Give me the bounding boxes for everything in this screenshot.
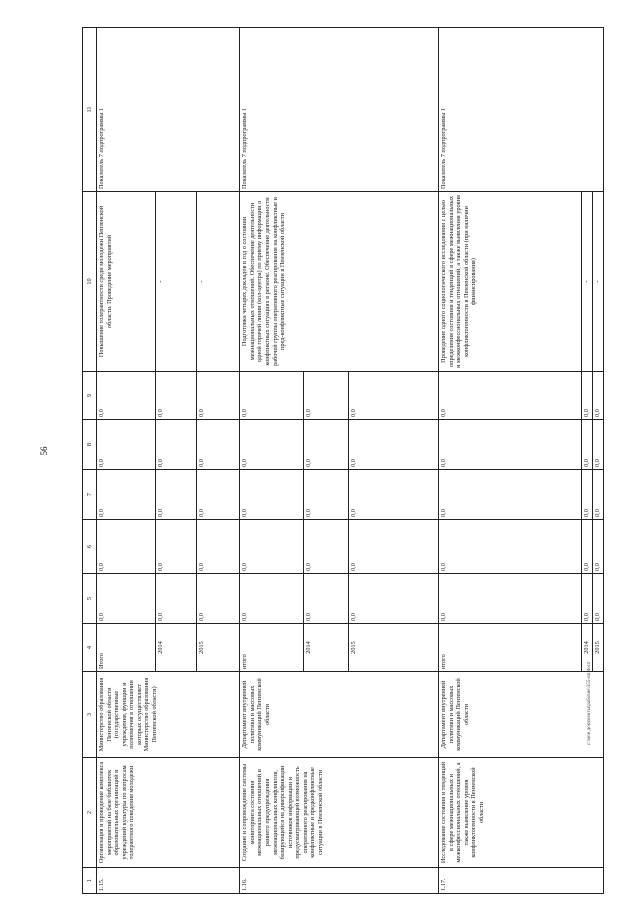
- value-cell: 0,0: [593, 574, 604, 624]
- value-cell: 0,0: [97, 574, 156, 624]
- executor: Департамент внутренней политики и массовых коммуникаций Пензенской области: [240, 672, 439, 758]
- table-row: [438, 28, 581, 894]
- executor: Департамент внутренней политики и массовых коммуникаций Пензенской области: [438, 672, 603, 758]
- total-label: итого: [240, 624, 303, 672]
- total-label: итого: [438, 624, 581, 672]
- indicator: Показатель 7 подпрограммы 1: [97, 28, 240, 192]
- value-cell: 0,0: [303, 470, 348, 520]
- value-cell: 0,0: [197, 470, 240, 520]
- row-number: 1.16.: [240, 868, 439, 894]
- col-header-3: 3: [83, 672, 97, 758]
- year-cell: 2014: [303, 624, 348, 672]
- value-cell: 0,0: [348, 470, 438, 520]
- value-cell: 0,0: [303, 574, 348, 624]
- value-cell: 0,0: [197, 574, 240, 624]
- col-header-2: 2: [83, 758, 97, 868]
- value-cell: 0,0: [593, 470, 604, 520]
- activity-name: Организация и проведение комплекса мероприятий на базе библиотек образовательных организаций и учреждений культуры по вопросам толерантного поведения молодежи: [97, 758, 240, 868]
- value-cell: 0,0: [438, 470, 581, 520]
- value-cell: 0,0: [240, 420, 303, 470]
- value-cell: 0,0: [240, 574, 303, 624]
- value-cell: 0,0: [593, 520, 604, 574]
- value-cell: 0,0: [348, 420, 438, 470]
- value-cell: 0,0: [156, 520, 197, 574]
- col-header-11: 11: [83, 28, 97, 192]
- expected-result: Повышение толерантности среди молодежи Пензенской области. Проведение мероприятий: [97, 192, 156, 372]
- row-number: 1.15.: [97, 868, 240, 894]
- value-cell: 0,0: [348, 520, 438, 574]
- activity-name: Исследование состояния и тенденций в сфере межнациональных и межконфессиональных отношений, а также выявление уровня конфликтогенности в Пензенской области: [438, 758, 603, 868]
- expected-result: Подготовка четырех докладов в год о состоянии межнациональных отношений. Обеспечение деятельности одной горячей линии (кол-центра) по приему информации о конфликтных ситуациях в регионе. Обеспечение деятельности рабочей группы оперативного реагирования на конфликтные и пред-конфликтные ситуации в Пензенской области: [240, 192, 439, 372]
- expected-result: -: [593, 192, 604, 372]
- value-cell: 0,0: [303, 372, 348, 420]
- activity-name: Создание и сопровождение системы мониторинга состояния межнациональных отношений и раннего предупреждения межнациональных конфликтов, базирующейся на диверсификации источников информации и предусматривающей возможность оперативного реагирования на конфликтные и предконфликтные ситуации в Пензенской области: [240, 758, 439, 868]
- expected-result: -: [156, 192, 197, 372]
- value-cell: 0,0: [197, 420, 240, 470]
- program-activities-table: [82, 27, 604, 894]
- value-cell: 0,0: [240, 520, 303, 574]
- expected-result: -: [582, 192, 593, 372]
- col-header-1: 1: [83, 868, 97, 894]
- value-cell: 0,0: [156, 470, 197, 520]
- indicator: Показатель 7 подпрограммы 1: [438, 28, 603, 192]
- total-label: Итого: [97, 624, 156, 672]
- year-cell: 2014: [156, 624, 197, 672]
- year-cell: 2015: [593, 624, 604, 672]
- value-cell: 0,0: [197, 372, 240, 420]
- value-cell: 0,0: [582, 574, 593, 624]
- value-cell: 0,0: [156, 574, 197, 624]
- value-cell: 0,0: [97, 520, 156, 574]
- col-header-7: 7: [83, 470, 97, 520]
- indicator: Показатель 7 подпрограммы 1: [240, 28, 439, 192]
- col-header-10: 10: [83, 192, 97, 372]
- value-cell: 0,0: [197, 520, 240, 574]
- col-header-8: 8: [83, 420, 97, 470]
- value-cell: 0,0: [348, 372, 438, 420]
- value-cell: 0,0: [438, 574, 581, 624]
- table-row: [97, 28, 156, 894]
- expected-result: Проведение одного социологического исследования с целью определения состояния и тенденций в сфере межнациональных и межконфессиональных отношений, а также выявления уровня конфликтогенности в Пензенской области (при наличии финансирования): [438, 192, 581, 372]
- col-header-6: 6: [83, 520, 97, 574]
- value-cell: 0,0: [156, 420, 197, 470]
- value-cell: 0,0: [348, 574, 438, 624]
- value-cell: 0,0: [593, 420, 604, 470]
- value-cell: 0,0: [593, 372, 604, 420]
- rotated-table-container: [82, 28, 604, 894]
- executor: Министерство образования Пензенской области (государственные учреждения, функции и полномочия в отношении которых осуществляет Министерство образования Пензенской области): [97, 672, 240, 758]
- value-cell: 0,0: [582, 420, 593, 470]
- col-header-9: 9: [83, 372, 97, 420]
- value-cell: 0,0: [303, 420, 348, 470]
- value-cell: 0,0: [582, 470, 593, 520]
- value-cell: 0,0: [303, 520, 348, 574]
- year-cell: 2015: [348, 624, 438, 672]
- value-cell: 0,0: [438, 372, 581, 420]
- value-cell: 0,0: [97, 420, 156, 470]
- value-cell: 0,0: [582, 372, 593, 420]
- expected-result: -: [197, 192, 240, 372]
- row-number: 1.17.: [438, 868, 603, 894]
- value-cell: 0,0: [156, 372, 197, 420]
- footer-file-path: c:\мои документы\рабочие\355-ип.docx: [587, 661, 592, 745]
- value-cell: 0,0: [240, 372, 303, 420]
- col-header-4: 4: [83, 624, 97, 672]
- value-cell: 0,0: [97, 372, 156, 420]
- page-number: 56: [39, 446, 49, 456]
- value-cell: 0,0: [582, 520, 593, 574]
- value-cell: 0,0: [438, 420, 581, 470]
- col-header-5: 5: [83, 574, 97, 624]
- table-row: [240, 28, 303, 894]
- value-cell: 0,0: [97, 470, 156, 520]
- value-cell: 0,0: [240, 470, 303, 520]
- year-cell: 2015: [197, 624, 240, 672]
- value-cell: 0,0: [438, 520, 581, 574]
- year-cell: 2014: [582, 624, 593, 672]
- header-row: [83, 28, 97, 894]
